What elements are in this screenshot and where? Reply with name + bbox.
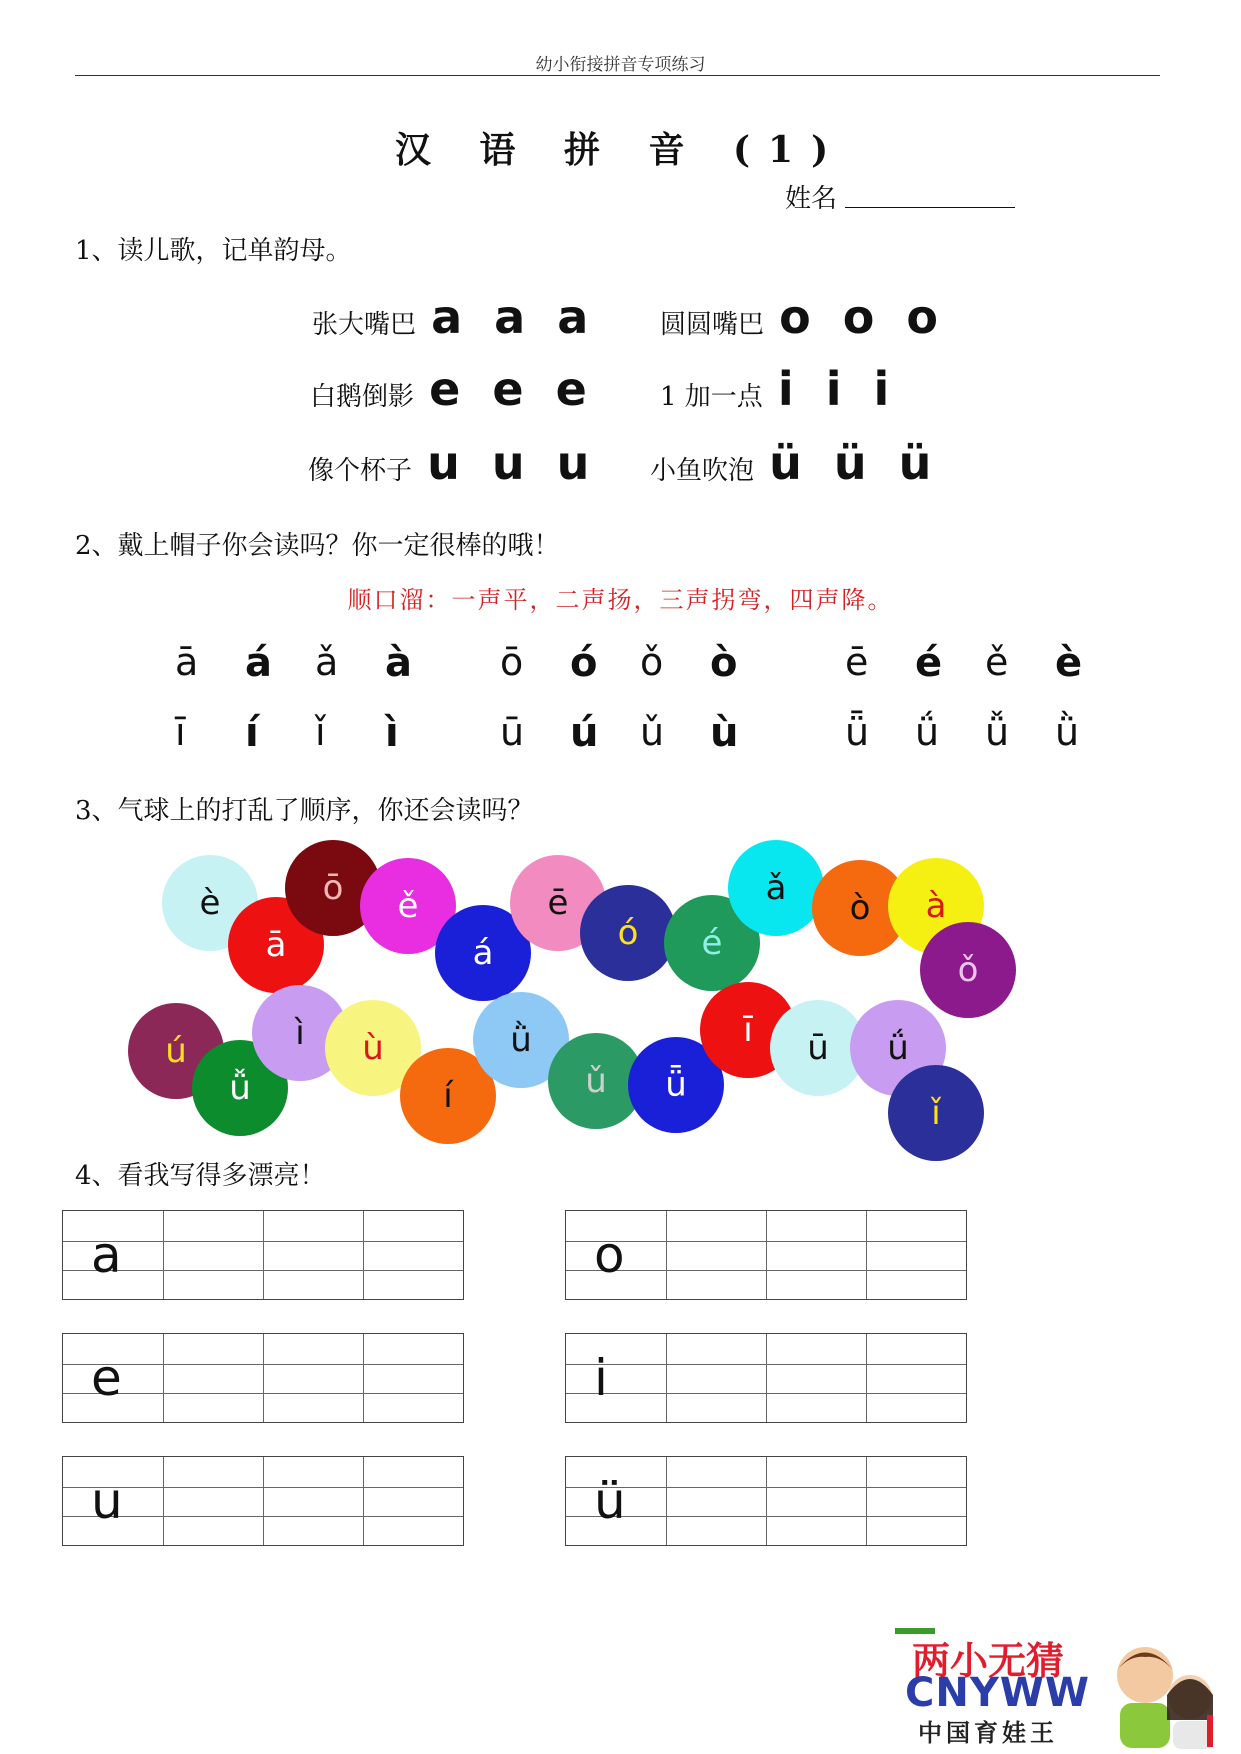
balloon-label: í <box>443 1076 453 1116</box>
balloon <box>580 885 676 981</box>
rhyme-letters: i i i <box>777 362 890 416</box>
grid-line <box>866 1334 867 1422</box>
balloon-label: ǒ <box>957 950 979 990</box>
rhyme-text: 像个杯子 <box>308 456 413 486</box>
grid-letter: i <box>594 1349 608 1407</box>
balloon-label: ě <box>397 886 419 926</box>
grid-line <box>163 1457 164 1545</box>
logo-chinese-name: 两小无猜 <box>912 1639 1065 1683</box>
rhyme-letters: o o o <box>779 290 938 344</box>
balloon-label: ǔ <box>585 1061 607 1101</box>
writing-grid[interactable] <box>565 1210 967 1300</box>
grid-letter: ü <box>594 1472 626 1530</box>
balloon <box>920 922 1016 1018</box>
tone-mark: ò <box>710 640 738 686</box>
balloon-label: ì <box>295 1013 305 1053</box>
balloon-label: ī <box>743 1010 753 1050</box>
grid-line <box>666 1334 667 1422</box>
rhyme-text: 白鹅倒影 <box>310 382 415 412</box>
balloon-label: ū <box>807 1028 829 1068</box>
writing-grid[interactable] <box>62 1456 464 1546</box>
writing-grid[interactable] <box>565 1333 967 1423</box>
grid-line <box>766 1457 767 1545</box>
grid-line <box>163 1334 164 1422</box>
page-title: 汉 语 拼 音 (1) <box>394 129 847 171</box>
rhyme-letters: a a a <box>431 290 589 344</box>
tone-mark: ù <box>710 710 739 756</box>
balloon-label: ò <box>849 888 871 928</box>
section3-heading: 3、气球上的打乱了顺序，你还会读吗？ <box>75 796 534 826</box>
balloon <box>728 840 824 936</box>
grid-line <box>263 1211 264 1299</box>
name-blank-line <box>845 207 1015 208</box>
grid-line <box>263 1457 264 1545</box>
name-label: 姓名 <box>785 184 838 214</box>
tone-mark: é <box>915 640 943 686</box>
tone-mark: è <box>1055 640 1083 686</box>
writing-grid[interactable] <box>62 1210 464 1300</box>
tone-ditty: 顺口溜：一声平，二声扬，三声拐弯，四声降。 <box>347 586 894 614</box>
tone-mark: ǜ <box>1055 710 1080 754</box>
rhyme-row-1-left <box>312 290 588 344</box>
balloon-label: ǚ <box>229 1068 251 1108</box>
tone-mark: ú <box>570 710 599 756</box>
rhyme-letters: e e e <box>429 362 587 416</box>
tone-mark: ǔ <box>640 710 665 754</box>
grid-line <box>363 1457 364 1545</box>
grid-line <box>866 1457 867 1545</box>
grid-line <box>163 1211 164 1299</box>
tone-mark: ē <box>845 640 869 684</box>
balloon-label: ǖ <box>665 1065 687 1105</box>
writing-grid[interactable] <box>565 1456 967 1546</box>
grid-line <box>666 1211 667 1299</box>
rhyme-letters: ü ü ü <box>769 436 932 490</box>
rhyme-row-2-right <box>660 362 889 416</box>
tone-mark: ǚ <box>985 710 1010 754</box>
balloon-label: è <box>199 883 221 923</box>
writing-grid[interactable] <box>62 1333 464 1423</box>
rhyme-text: 1 加一点 <box>660 382 763 412</box>
balloon-label: ù <box>362 1028 384 1068</box>
grid-line <box>666 1457 667 1545</box>
balloon-label: ō <box>322 868 344 908</box>
rhyme-row-3-left <box>308 436 589 490</box>
grid-letter: a <box>91 1226 122 1284</box>
section1-heading: 1、读儿歌，记单韵母。 <box>75 236 352 266</box>
balloon-label: ǜ <box>510 1020 532 1060</box>
header-divider <box>75 75 1160 76</box>
rhyme-letters: u u u <box>427 436 590 490</box>
rhyme-text: 张大嘴巴 <box>312 310 417 340</box>
rhyme-text: 小鱼吹泡 <box>650 456 755 486</box>
grid-line <box>766 1334 767 1422</box>
tone-mark: ī <box>175 710 186 754</box>
tone-mark: ì <box>385 710 399 756</box>
tone-mark: á <box>245 640 272 686</box>
balloon-label: ǎ <box>765 868 787 908</box>
balloon-label: é <box>701 923 723 963</box>
logo-english-name: CNYWW <box>905 1670 1091 1716</box>
balloon-label: á <box>472 933 494 973</box>
rhyme-text: 圆圆嘴巴 <box>660 310 765 340</box>
grid-line <box>263 1334 264 1422</box>
tone-mark: ū <box>500 710 525 754</box>
logo-subtitle: 中国育娃王 <box>918 1719 1058 1747</box>
tone-mark: ǎ <box>315 640 339 684</box>
grid-line <box>363 1334 364 1422</box>
section4-heading: 4、看我写得多漂亮！ <box>75 1161 326 1191</box>
running-header: 幼小衔接拼音专项练习 <box>535 55 706 75</box>
tone-mark: ǒ <box>640 640 664 684</box>
balloon-label: ó <box>617 913 639 953</box>
rhyme-row-2-left <box>310 362 587 416</box>
tone-mark: ǐ <box>315 710 326 754</box>
grid-letter: u <box>91 1472 123 1530</box>
rhyme-row-1-right <box>660 290 938 344</box>
tone-mark: ā <box>175 640 199 684</box>
balloon <box>888 1065 984 1161</box>
tone-mark: ō <box>500 640 524 684</box>
tone-mark: ó <box>570 640 598 686</box>
tone-mark: ě <box>985 640 1009 684</box>
logo-boy-shirt <box>1120 1703 1170 1748</box>
grid-letter: o <box>594 1226 625 1284</box>
rhyme-row-3-right <box>650 436 931 490</box>
tone-mark: ǖ <box>845 710 870 754</box>
grid-letter: e <box>91 1349 122 1407</box>
section2-heading: 2、戴上帽子你会读吗？你一定很棒的哦！ <box>75 531 560 561</box>
balloon-label: à <box>925 886 947 926</box>
balloon-label: ú <box>165 1031 187 1071</box>
tone-mark: ǘ <box>915 710 940 754</box>
grid-line <box>866 1211 867 1299</box>
balloon-label: ǘ <box>887 1028 909 1068</box>
tone-mark: í <box>245 710 259 756</box>
logo-red-bar <box>1207 1715 1213 1747</box>
balloon-label: ē <box>547 883 569 923</box>
grid-line <box>363 1211 364 1299</box>
balloon-label: ā <box>265 925 287 965</box>
grid-line <box>766 1211 767 1299</box>
balloon-label: ǐ <box>931 1093 941 1133</box>
tone-mark: à <box>385 640 412 686</box>
